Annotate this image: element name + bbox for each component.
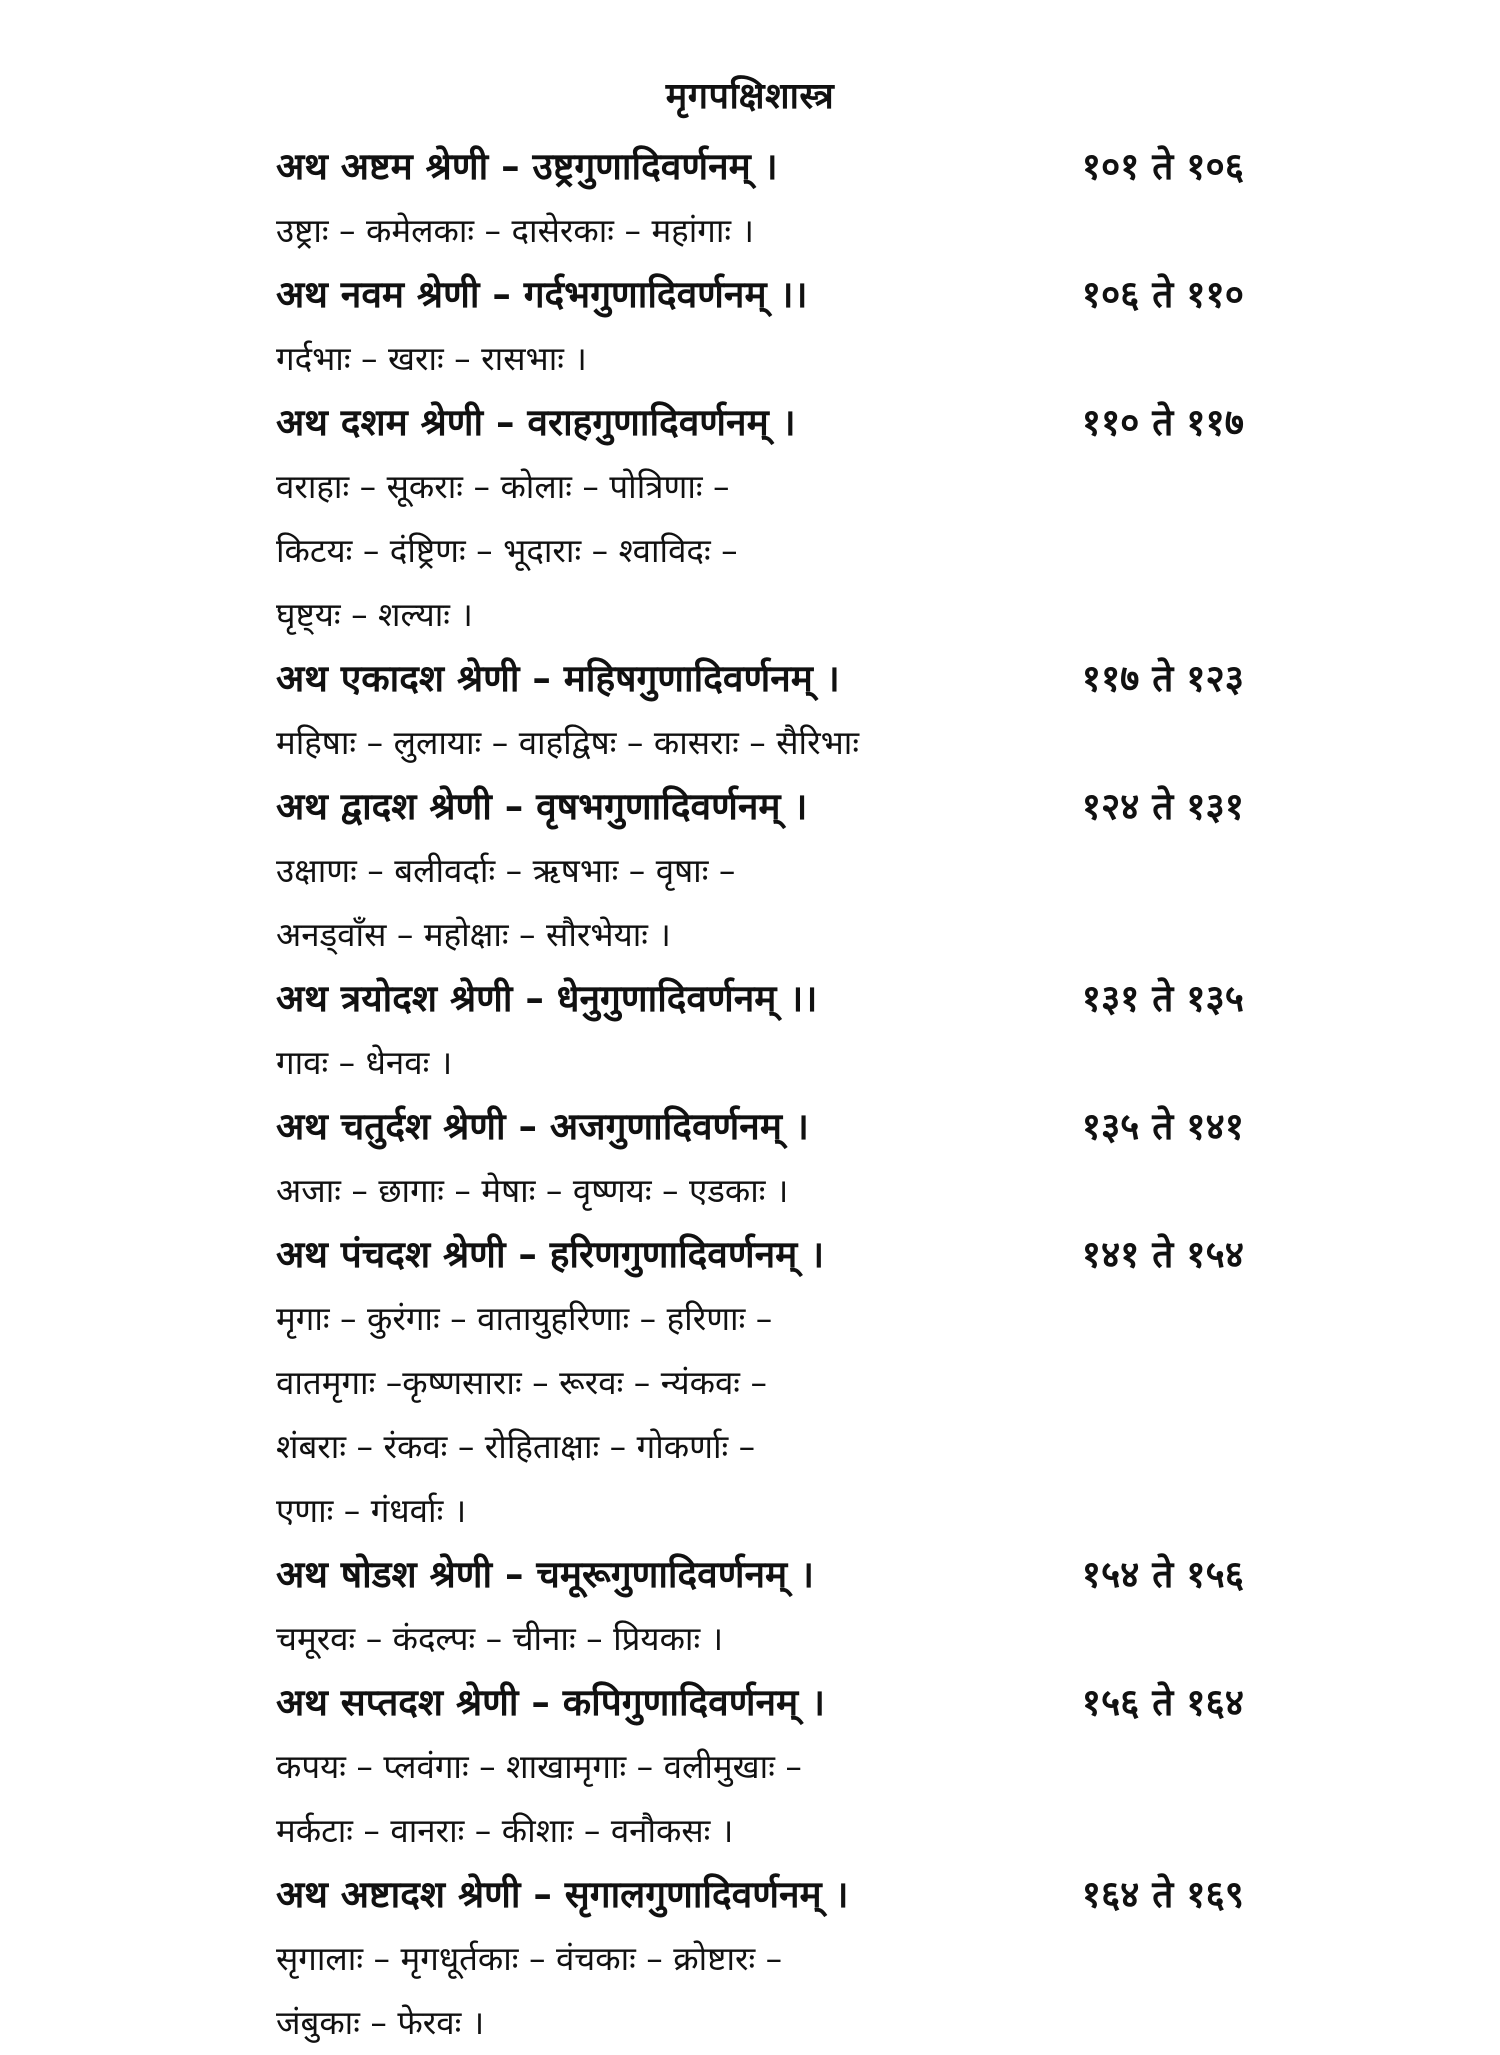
- synonym-line: उष्ट्राः – कमेलकाः – दासेरकाः – महांगाः ।: [276, 211, 755, 250]
- synonym-line: वराहाः – सूकराः – कोलाः – पोत्रिणाः –: [276, 467, 730, 506]
- section-heading: [276, 1863, 1276, 1927]
- synonym-line: किटयः – दंष्ट्रिणः – भूदाराः – श्वाविदः –: [276, 531, 738, 570]
- section-heading: [276, 1223, 1276, 1287]
- synonym-line: उक्षाणः – बलीवर्दाः – ऋषभाः – वृषाः –: [276, 851, 736, 890]
- section-title: अथ अष्टम श्रेणी – उष्ट्रगुणादिवर्णनम् ।: [276, 145, 778, 188]
- synonym-line: मृगाः – कुरंगाः – वातायुहरिणाः – हरिणाः –: [276, 1299, 773, 1338]
- page-title: मृगपक्षिशास्त्र: [665, 76, 835, 117]
- synonym-line: वातमृगाः –कृष्णसाराः – रूरवः – न्यंकवः –: [276, 1363, 767, 1402]
- document-body: [276, 135, 1276, 2055]
- section-title: अथ दशम श्रेणी – वराहगुणादिवर्णनम् ।: [276, 401, 796, 444]
- synonym-line: अनड्वाँस – महोक्षाः – सौरभेयाः ।: [276, 915, 671, 954]
- section-heading: [276, 391, 1276, 455]
- section-heading: [276, 263, 1276, 327]
- section-heading: [276, 967, 1276, 1031]
- section-title: अथ नवम श्रेणी – गर्दभगुणादिवर्णनम् ।।: [276, 273, 808, 316]
- synonym-line: एणाः – गंधर्वाः ।: [276, 1491, 467, 1530]
- section-heading: [276, 1671, 1276, 1735]
- synonym-line: सृगालाः – मृगधूर्तकाः – वंचकाः – क्रोष्टारः –: [276, 1939, 783, 1978]
- section-range: १६४ ते १६९: [1081, 1873, 1244, 1916]
- synonym-line: गर्दभाः – खराः – रासभाः ।: [276, 339, 587, 378]
- section-title: अथ अष्टादश श्रेणी – सृगालगुणादिवर्णनम् ।: [276, 1873, 849, 1916]
- section-title: अथ त्रयोदश श्रेणी – धेनुगुणादिवर्णनम् ।।: [276, 977, 818, 1020]
- section-range: १५६ ते १६४: [1081, 1681, 1244, 1724]
- section-heading: [276, 775, 1276, 839]
- section-heading: [276, 647, 1276, 711]
- section-range: १०१ ते १०६: [1081, 145, 1244, 188]
- section-heading: [276, 1095, 1276, 1159]
- synonym-line: घृष्ट्यः – शल्याः ।: [276, 595, 473, 634]
- section-title: अथ चतुर्दश श्रेणी – अजगुणादिवर्णनम् ।: [276, 1105, 809, 1148]
- synonym-line: मर्कटाः – वानराः – कीशाः – वनौकसः ।: [276, 1811, 734, 1850]
- section-title: अथ एकादश श्रेणी – महिषगुणादिवर्णनम् ।: [276, 657, 840, 700]
- section-range: १२४ ते १३१: [1081, 785, 1244, 828]
- section-range: १०६ ते ११०: [1081, 273, 1244, 316]
- section-title: अथ षोडश श्रेणी – चमूरूगुणादिवर्णनम् ।: [276, 1553, 815, 1596]
- synonym-line: कपयः – प्लवंगाः – शाखामृगाः – वलीमुखाः –: [276, 1747, 802, 1786]
- section-range: १५४ ते १५६: [1081, 1553, 1244, 1596]
- section-range: ११० ते ११७: [1081, 401, 1244, 444]
- synonym-line: अजाः – छागाः – मेषाः – वृष्णयः – एडकाः ।: [276, 1171, 789, 1210]
- section-title: अथ द्वादश श्रेणी – वृषभगुणादिवर्णनम् ।: [276, 785, 808, 828]
- section-title: अथ पंचदश श्रेणी – हरिणगुणादिवर्णनम् ।: [276, 1233, 825, 1276]
- synonym-line: गावः – धेनवः ।: [276, 1043, 453, 1082]
- section-heading: [276, 135, 1276, 199]
- synonym-line: शंबराः – रंकवः – रोहिताक्षाः – गोकर्णाः –: [276, 1427, 756, 1466]
- synonym-line: चमूरवः – कंदल्पः – चीनाः – प्रियकाः ।: [276, 1619, 724, 1658]
- synonym-line: महिषाः – लुलायाः – वाहद्विषः – कासराः – सैरिभाः: [276, 723, 860, 762]
- section-heading: [276, 1543, 1276, 1607]
- section-range: १४१ ते १५४: [1081, 1233, 1244, 1276]
- section-range: १३१ ते १३५: [1081, 977, 1244, 1020]
- section-range: १३५ ते १४१: [1081, 1105, 1244, 1148]
- section-title: अथ सप्तदश श्रेणी – कपिगुणादिवर्णनम् ।: [276, 1681, 826, 1724]
- section-range: ११७ ते १२३: [1081, 657, 1244, 700]
- synonym-line: जंबुकाः – फेरवः ।: [276, 2003, 485, 2042]
